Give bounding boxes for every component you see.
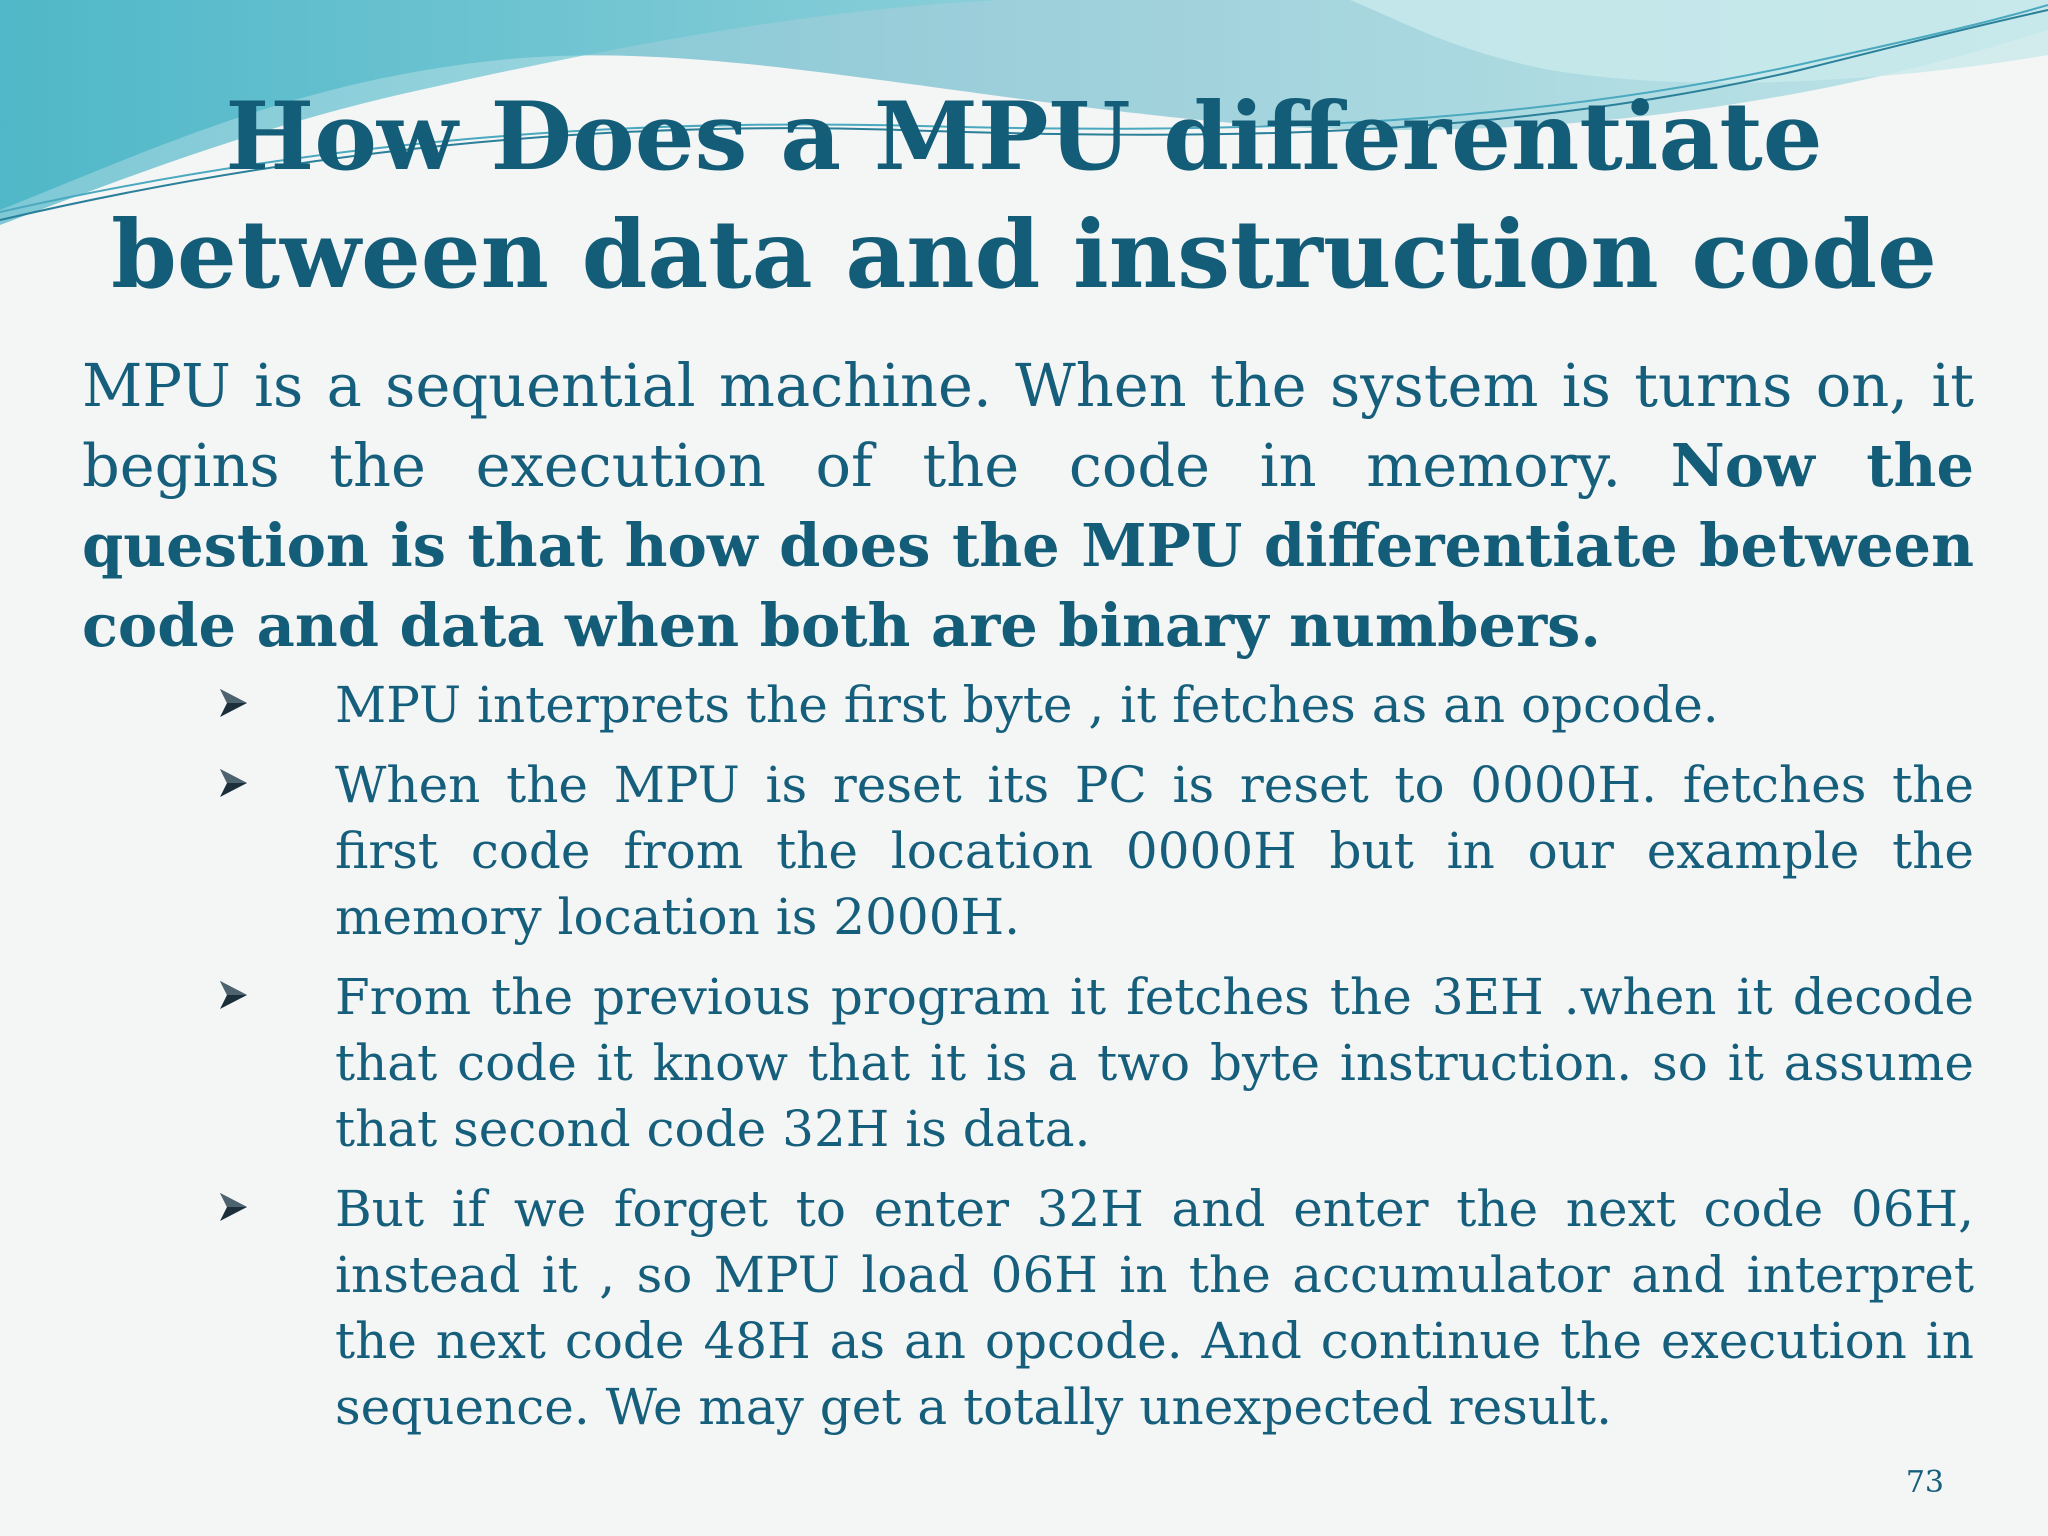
bullet-text: From the previous program it fetches the 3EH .when it decode that code it know that it is a two byte instruction. so it assume that second code 32H is data.: [335, 968, 1974, 1158]
arrow-bullet-icon: [216, 1190, 250, 1224]
intro-bold-text: Now the question is that how does the MPU differentiate between code and data when both are binary numbers.: [82, 431, 1974, 660]
bullet-item: [210, 1176, 1974, 1440]
bullet-text: MPU interprets the first byte , it fetches as an opcode.: [335, 676, 1719, 734]
intro-paragraph: [82, 346, 1974, 666]
bullet-text: But if we forget to enter 32H and enter the next code 06H, instead it , so MPU load 06H in the accumulator and interpret the next code 48H as an opcode. And continue the execution in sequence. We may get a totally unexpected result.: [335, 1180, 1974, 1436]
arrow-bullet-icon: [216, 766, 250, 800]
arrow-bullet-icon: [216, 686, 250, 720]
bullet-item: [210, 964, 1974, 1162]
page-number: 73: [1905, 1465, 1944, 1500]
slide-title-line1: How Does a MPU differentiate: [225, 82, 1823, 192]
bullet-text: When the MPU is reset its PC is reset to 0000H. fetches the first code from the location 0000H but in our example the memory location is 2000H.: [335, 756, 1974, 946]
bullet-item: [210, 752, 1974, 950]
slide-title-line2: between data and instruction code: [111, 200, 1937, 310]
slide-title: [0, 78, 2048, 314]
bullet-list: [210, 672, 1974, 1454]
arrow-bullet-icon: [216, 978, 250, 1012]
bullet-item: [210, 672, 1974, 738]
intro-plain-text: MPU is a sequential machine. When the system is turns on, it begins the execution of the code in memory.: [82, 351, 1974, 500]
